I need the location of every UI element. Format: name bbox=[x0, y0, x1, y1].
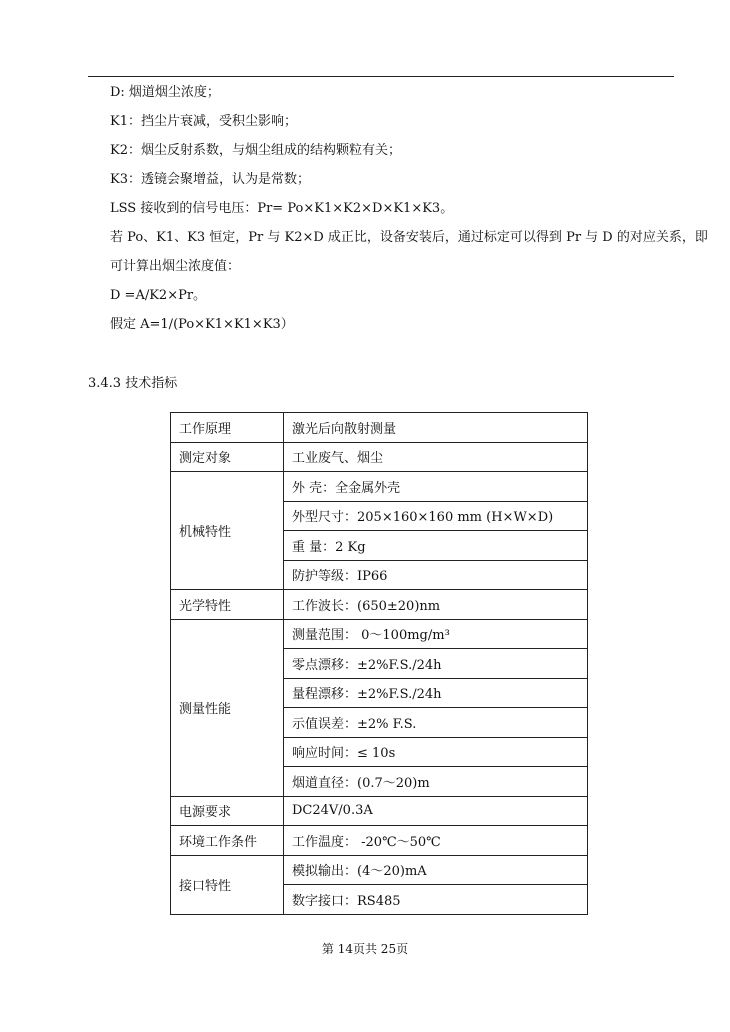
table-cell-value: 响应时间：≤ 10s bbox=[284, 737, 588, 767]
table-cell-category: 测量性能 bbox=[171, 619, 284, 796]
table-cell-category: 机械特性 bbox=[171, 472, 284, 590]
table-cell-value: 激光后向散射测量 bbox=[284, 413, 588, 443]
table-row bbox=[171, 413, 588, 443]
body-line: 假定 A=1/(Po×K1×K1×K3） bbox=[110, 317, 294, 332]
body-line: 可计算出烟尘浓度值： bbox=[110, 259, 241, 274]
table-cell-category: 光学特性 bbox=[171, 590, 284, 620]
table-cell-value: 模拟输出：(4～20)mA bbox=[284, 855, 588, 885]
table-cell-value: 量程漂移：±2%F.S./24h bbox=[284, 678, 588, 708]
table-cell-value: 工作波长：(650±20)nm bbox=[284, 590, 588, 620]
table-cell-value: 防护等级：IP66 bbox=[284, 560, 588, 590]
table-row bbox=[171, 442, 588, 472]
table-cell-category: 电源要求 bbox=[171, 796, 284, 826]
body-line: LSS 接收到的信号电压：Pr= Po×K1×K2×D×K1×K3。 bbox=[110, 201, 454, 216]
header-rule bbox=[88, 76, 674, 77]
table-cell-value: 工业废气、烟尘 bbox=[284, 442, 588, 472]
table-row bbox=[171, 855, 588, 885]
table-row bbox=[171, 826, 588, 856]
table-cell-category: 接口特性 bbox=[171, 855, 284, 914]
table-cell-value: 数字接口：RS485 bbox=[284, 885, 588, 915]
table-row bbox=[171, 619, 588, 649]
body-line: D: 烟道烟尘浓度； bbox=[110, 85, 220, 100]
body-line: D =A/K2×Pr。 bbox=[110, 288, 207, 303]
table-row bbox=[171, 796, 588, 826]
body-line: K1：挡尘片衰减，受积尘影响； bbox=[110, 114, 297, 129]
body-line: K2：烟尘反射系数，与烟尘组成的结构颗粒有关； bbox=[110, 143, 401, 158]
table-cell-category: 测定对象 bbox=[171, 442, 284, 472]
table-cell-value: 外型尺寸：205×160×160 mm (H×W×D) bbox=[284, 501, 588, 531]
table-cell-value: DC24V/0.3A bbox=[284, 796, 588, 826]
table-cell-category: 环境工作条件 bbox=[171, 826, 284, 856]
table-cell-value: 零点漂移：±2%F.S./24h bbox=[284, 649, 588, 679]
table-cell-value: 示值误差：±2% F.S. bbox=[284, 708, 588, 738]
spec-table bbox=[170, 412, 588, 915]
table-cell-category: 工作原理 bbox=[171, 413, 284, 443]
body-line: K3：透镜会聚增益，认为是常数； bbox=[110, 172, 310, 187]
page-footer: 第 14页共 25页 bbox=[321, 942, 409, 956]
table-row bbox=[171, 472, 588, 502]
body-line: 若 Po、K1、K3 恒定，Pr 与 K2×D 成正比，设备安装后，通过标定可以得到 Pr 与 D 的对应关系，即 bbox=[110, 230, 708, 245]
table-cell-value: 测量范围： 0～100mg/m³ bbox=[284, 619, 588, 649]
table-cell-value: 烟道直径：(0.7～20)m bbox=[284, 767, 588, 797]
table-cell-value: 重 量：2 Kg bbox=[284, 531, 588, 561]
table-cell-value: 工作温度： -20℃～50℃ bbox=[284, 826, 588, 856]
table-row bbox=[171, 590, 588, 620]
table-cell-value: 外 壳：全金属外壳 bbox=[284, 472, 588, 502]
section-heading: 3.4.3 技术指标 bbox=[88, 376, 178, 391]
